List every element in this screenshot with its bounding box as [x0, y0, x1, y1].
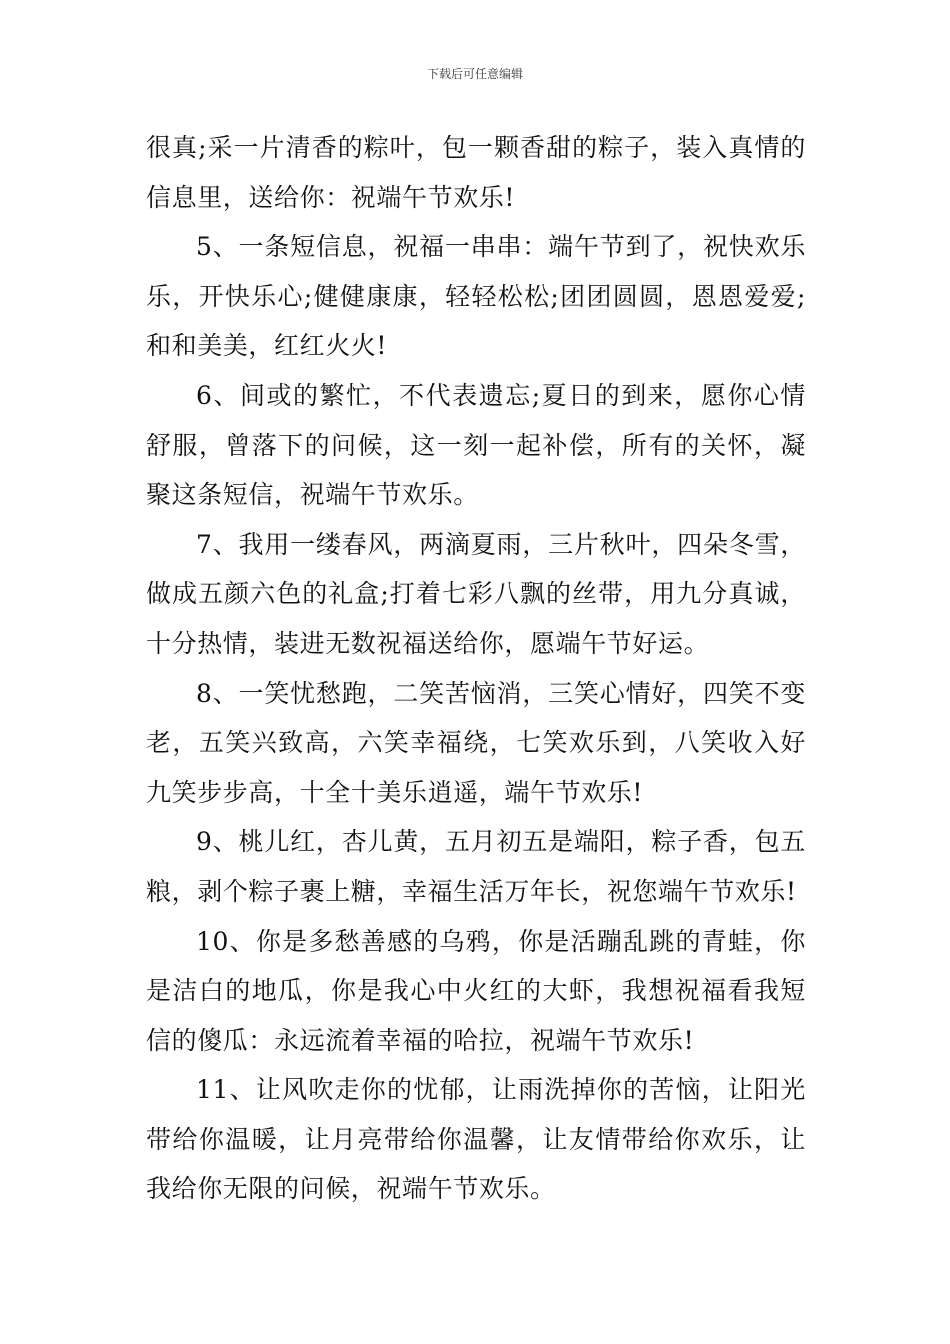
paragraph-item-10: 10、你是多愁善感的乌鸦，你是活蹦乱跳的青蛙，你是洁白的地瓜，你是我心中火红的大虾，我想祝福看我短信的傻瓜：永远流着幸福的哈拉，祝端午节欢乐! — [146, 926, 806, 1055]
paragraph-continued: 很真;采一片清香的粽叶，包一颗香甜的粽子，装入真情的信息里，送给你：祝端午节欢乐! — [146, 133, 806, 212]
paragraph-item-6: 6、间或的繁忙，不代表遗忘;夏日的到来，愿你心情舒服，曾落下的问候，这一刻一起补偿，所有的关怀，凝聚这条短信，祝端午节欢乐。 — [146, 380, 806, 510]
document-body — [146, 123, 806, 1214]
page-header-note: 下载后可任意编辑 — [426, 67, 523, 81]
paragraph-item-9: 9、桃儿红，杏儿黄，五月初五是端阳，粽子香，包五粮，剥个粽子裹上糖，幸福生活万年长，祝您端午节欢乐! — [146, 827, 806, 906]
paragraph-item-7: 7、我用一缕春风，两滴夏雨，三片秋叶，四朵冬雪，做成五颜六色的礼盒;打着七彩八飘的丝带，用九分真诚，十分热情，装进无数祝福送给你，愿端午节好运。 — [146, 529, 806, 658]
paragraph-item-5: 5、一条短信息，祝福一串串：端午节到了，祝快欢乐乐，开快乐心;健健康康，轻轻松松;团团圆圆，恩恩爱爱;和和美美，红红火火! — [146, 232, 806, 361]
paragraph-item-11: 11、让风吹走你的忧郁，让雨洗掉你的苦恼，让阳光带给你温暖，让月亮带给你温馨，让友情带给你欢乐，让我给你无限的问候，祝端午节欢乐。 — [146, 1075, 806, 1204]
paragraph-item-8: 8、一笑忧愁跑，二笑苦恼消，三笑心情好，四笑不变老，五笑兴致高，六笑幸福绕，七笑欢乐到，八笑收入好九笑步步高，十全十美乐逍遥，端午节欢乐! — [146, 678, 806, 807]
